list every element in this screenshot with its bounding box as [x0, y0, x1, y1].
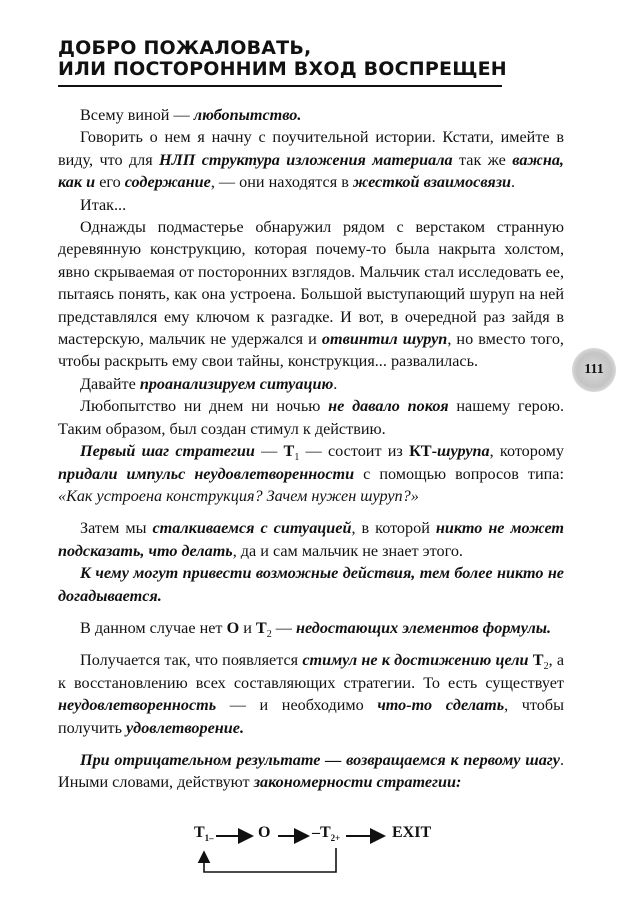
text: Любопытство ни днем ни ночью [80, 397, 329, 416]
emphasis: НЛП структура изложения материала [159, 150, 453, 169]
paragraph-1 [58, 104, 564, 126]
quote: «Как устроена конструкция? Зачем нужен шуруп?» [58, 486, 419, 505]
text: . [511, 173, 516, 192]
emphasis: закономерности стратегии: [253, 773, 462, 792]
emphasis: К чему могут привести возможные действия, тем более никто не догадывается. [58, 564, 564, 605]
emphasis: проанализируем ситуацию [139, 374, 334, 393]
emphasis: что-то сделать [377, 696, 505, 715]
text: — [254, 442, 284, 461]
emphasis: При отрицательном результате — возвращаемся к первому шагу [80, 750, 560, 769]
text: Давайте [80, 374, 140, 393]
node-sub: 2+ [330, 833, 341, 844]
text: Получается так, что появляется [80, 651, 303, 670]
symbol-sub: 2 [543, 661, 549, 673]
paragraph-2 [58, 126, 564, 193]
chapter-title-line-2: ИЛИ ПОСТОРОННИМ ВХОД ВОСПРЕЩЕН [58, 58, 507, 80]
emphasis: отвинтил шуруп [321, 330, 448, 349]
emphasis: никто не может подсказать, что делать [58, 519, 565, 560]
text: . Иными словами, действуют [58, 750, 564, 792]
text: , в которой [351, 519, 436, 538]
emphasis: не давало покоя [328, 397, 449, 416]
text: Затем мы [80, 519, 153, 538]
paragraph-9 [58, 562, 564, 607]
chapter-title-line-1: ДОБРО ПОЖАЛОВАТЬ, [58, 37, 312, 59]
text: Итак... [80, 195, 127, 214]
paragraph-5 [58, 373, 564, 395]
emphasis: стимул не к достижению цели [302, 651, 529, 670]
node-label: O [258, 824, 271, 841]
text: , — они находятся в [210, 173, 353, 192]
emphasis: важна, как и [58, 150, 564, 192]
emphasis: Первый шаг стратегии [80, 442, 255, 461]
text: так же [452, 150, 513, 169]
text: Однажды подмастерье обнаружил рядом с верстаком странную деревянную конструкцию, которая почему-то была накрыта холстом, явно скрываемая от посторонних взглядов. Мальчик стал исследовать ее, пытаясь понять, как она устроена. Большой выступающий шуруп на ней представлялся ему ключом к разгадке. И вот, в очередной раз зайдя в мастерскую, мальчик не удержался и [58, 218, 564, 349]
text: , а к восстановлению всех составляющих стратегии. То есть существует [58, 651, 564, 692]
paragraph-3 [58, 194, 564, 216]
paragraph-11 [58, 649, 564, 739]
text: , да и сам мальчик не знает этого. [232, 541, 463, 560]
symbol: T [255, 618, 267, 637]
text: — и необходимо [216, 696, 378, 715]
text: — [271, 618, 297, 637]
text: , но вместо того, чтобы раскрыть ему свои тайны, конструкция... развалилась. [58, 330, 564, 371]
emphasis: жесткой взаимосвязи [352, 173, 512, 192]
chapter-header [58, 37, 507, 87]
text: Всему виной — [80, 106, 194, 124]
emphasis: сталкиваемся с ситуацией [152, 519, 352, 538]
node-t2 [312, 824, 340, 842]
paragraph-6 [58, 395, 564, 440]
symbol: КТ- [409, 442, 437, 461]
node-exit [392, 824, 431, 842]
node-label: T [194, 824, 205, 841]
emphasis: недостающих элементов формулы. [296, 618, 552, 637]
text: В данном случае нет [80, 618, 227, 637]
emphasis: придали импульс неудовлетворенности [58, 464, 355, 483]
emphasis: любопытство. [193, 106, 302, 124]
node-sub: 1– [204, 833, 214, 844]
emphasis: шурупа [437, 442, 490, 461]
header-rule [58, 85, 502, 87]
text: , чтобы получить [58, 696, 564, 737]
text: Говорить о нем я начну с поучительной истории. Кстати, имейте в виду, что для [58, 128, 564, 169]
symbol: T [532, 651, 544, 670]
node-label: –T [312, 824, 331, 841]
text: . [333, 374, 338, 393]
text: нашему герою. Таким образом, был создан стимул к действию. [58, 397, 564, 438]
emphasis: удовлетворение. [126, 718, 245, 737]
text: его [95, 173, 125, 192]
symbol: О [226, 618, 240, 637]
paragraph-12 [58, 749, 564, 794]
node-t1 [194, 824, 214, 842]
text: и [239, 618, 256, 637]
paragraph-4 [58, 216, 564, 373]
emphasis: содержание [124, 173, 211, 192]
symbol-sub: 1 [294, 452, 300, 464]
body-text [58, 104, 564, 794]
feedback-loop-arrow [204, 848, 336, 872]
text: , которому [489, 442, 564, 461]
strategy-diagram [186, 816, 446, 886]
paragraph-10 [58, 617, 564, 639]
symbol-sub: 2 [266, 629, 272, 641]
node-label: EXIT [392, 824, 432, 841]
page-number: 111 [584, 362, 604, 377]
text: — состоит из [299, 442, 410, 461]
paragraph-8 [58, 517, 564, 562]
text: с помощью вопросов типа: [354, 464, 564, 483]
emphasis: неудовлетворенность [58, 696, 217, 715]
symbol: T [283, 442, 295, 461]
page-number-badge [572, 348, 616, 392]
paragraph-7 [58, 440, 564, 507]
node-o [258, 824, 270, 842]
